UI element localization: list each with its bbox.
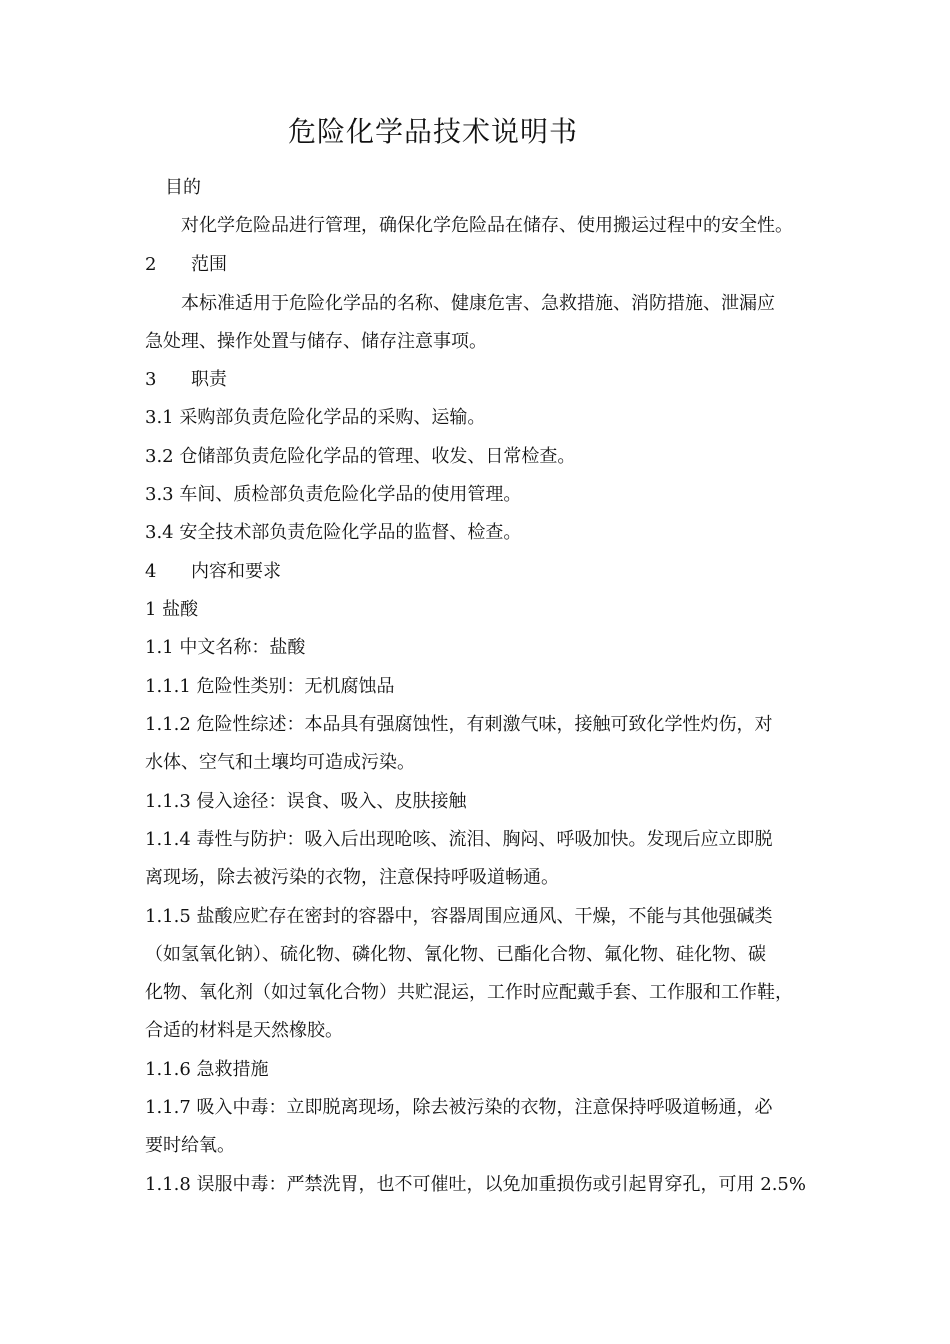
text-line: 1.1.5 盐酸应贮存在密封的容器中，容器周围应通风、干燥，不能与其他强碱类: [145, 906, 773, 927]
section-heading-duties: [145, 368, 227, 392]
text-line: 水体、空气和土壤均可造成污染。: [145, 752, 415, 773]
duty-item: 3.2 仓储部负责危险化学品的管理、收发、日常检查。: [145, 446, 576, 467]
section-number: 3: [145, 369, 157, 390]
section-heading-content: [145, 560, 281, 584]
text-line: 1.1.3 侵入途径：误食、吸入、皮肤接触: [145, 791, 467, 812]
text-line: （如氢氧化钠）、硫化物、磷化物、氰化物、已酯化合物、氟化物、硅化物、碳: [145, 944, 766, 965]
paragraph-scope-line-1: 本标准适用于危险化学品的名称、健康危害、急救措施、消防措施、泄漏应: [181, 293, 775, 314]
text-line: 1.1.6 急救措施: [145, 1059, 269, 1080]
section-label: 内容和要求: [191, 561, 281, 582]
section-label: 范围: [191, 254, 227, 275]
document-title: 危险化学品技术说明书: [288, 115, 579, 148]
text-line: 1.1.8 误服中毒：严禁洗胃，也不可催吐，以免加重损伤或引起胃穿孔，可用 2.5%: [145, 1174, 806, 1195]
section-number: 4: [145, 561, 157, 582]
text-line: 1.1 中文名称：盐酸: [145, 637, 306, 658]
section-label: 职责: [191, 369, 227, 390]
section-number: 2: [145, 254, 157, 275]
text-line: 1.1.2 危险性综述：本品具有强腐蚀性，有刺激气味，接触可致化学性灼伤，对: [145, 714, 773, 735]
paragraph-purpose: 对化学危险品进行管理，确保化学危险品在储存、使用搬运过程中的安全性。: [181, 215, 793, 236]
text-line: 要时给氧。: [145, 1135, 235, 1156]
text-line: 1 盐酸: [145, 599, 199, 620]
paragraph-scope-line-2: 急处理、操作处置与储存、储存注意事项。: [145, 331, 487, 352]
text-line: 1.1.1 危险性类别：无机腐蚀品: [145, 676, 395, 697]
section-heading-scope: [145, 253, 227, 277]
text-line: 合适的材料是天然橡胶。: [145, 1020, 343, 1041]
text-line: 化物、氧化剂（如过氧化合物）共贮混运，工作时应配戴手套、工作服和工作鞋，: [145, 982, 793, 1003]
text-line: 离现场，除去被污染的衣物，注意保持呼吸道畅通。: [145, 867, 559, 888]
text-line: 1.1.7 吸入中毒：立即脱离现场，除去被污染的衣物，注意保持呼吸道畅通，必: [145, 1097, 773, 1118]
duty-item: 3.4 安全技术部负责危险化学品的监督、检查。: [145, 522, 522, 543]
duty-item: 3.1 采购部负责危险化学品的采购、运输。: [145, 407, 486, 428]
text-line: 1.1.4 毒性与防护：吸入后出现呛咳、流泪、胸闷、呼吸加快。发现后应立即脱: [145, 829, 773, 850]
heading-purpose: 目的: [165, 177, 201, 198]
duty-item: 3.3 车间、质检部负责危险化学品的使用管理。: [145, 484, 522, 505]
